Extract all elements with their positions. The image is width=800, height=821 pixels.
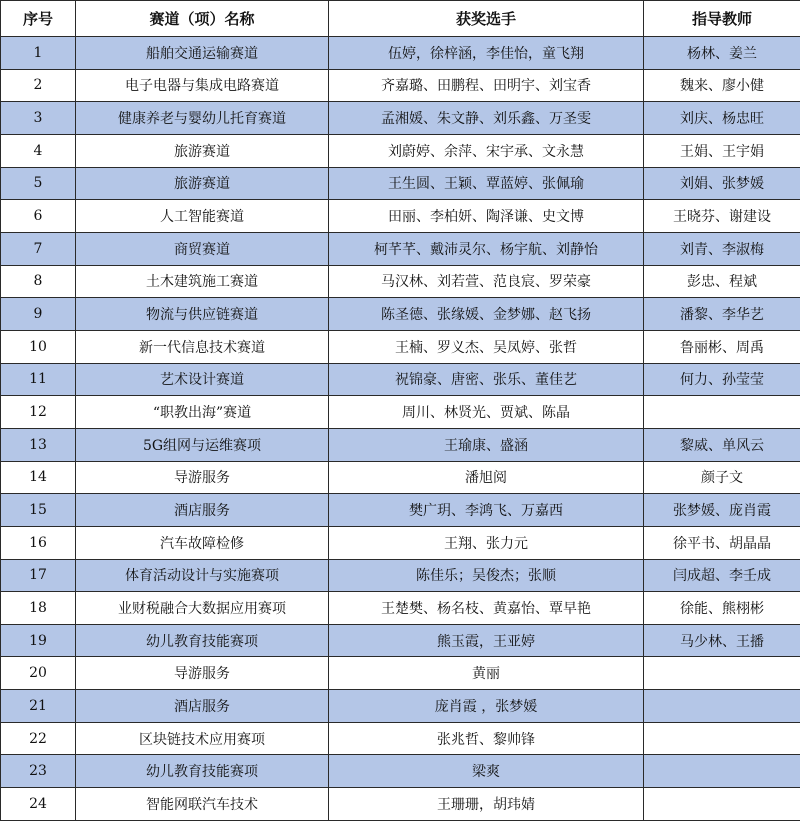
cell-serial-number: 10: [1, 330, 76, 363]
table-row: [1, 232, 800, 265]
table-row: [1, 526, 800, 559]
cell-winners: 周川、林贤光、贾斌、陈晶: [329, 396, 644, 429]
cell-track-name: 体育活动设计与实施赛项: [76, 559, 329, 592]
cell-serial-number: 19: [1, 624, 76, 657]
header-serial-number: 序号: [1, 1, 76, 37]
cell-serial-number: 21: [1, 690, 76, 723]
table-row: [1, 690, 800, 723]
table-row: [1, 102, 800, 135]
cell-serial-number: 12: [1, 396, 76, 429]
cell-track-name: 商贸赛道: [76, 232, 329, 265]
cell-track-name: 旅游赛道: [76, 134, 329, 167]
cell-instructors: [644, 788, 800, 821]
cell-track-name: 新一代信息技术赛道: [76, 330, 329, 363]
cell-instructors: 刘娟、张梦媛: [644, 167, 800, 200]
cell-instructors: 闫成超、李壬成: [644, 559, 800, 592]
cell-serial-number: 5: [1, 167, 76, 200]
cell-track-name: 导游服务: [76, 461, 329, 494]
cell-instructors: 张梦媛、庞肖霞: [644, 494, 800, 527]
cell-track-name: 电子电器与集成电路赛道: [76, 69, 329, 102]
table-body: [1, 37, 800, 821]
cell-instructors: 马少林、王播: [644, 624, 800, 657]
cell-winners: 王翔、张力元: [329, 526, 644, 559]
table-row: [1, 755, 800, 788]
cell-instructors: 徐能、熊栩彬: [644, 592, 800, 625]
cell-instructors: 刘青、李淑梅: [644, 232, 800, 265]
table-row: [1, 37, 800, 70]
cell-instructors: 杨林、姜兰: [644, 37, 800, 70]
cell-track-name: 5G组网与运维赛项: [76, 428, 329, 461]
cell-instructors: 鲁丽彬、周禹: [644, 330, 800, 363]
cell-track-name: 业财税融合大数据应用赛项: [76, 592, 329, 625]
table-row: [1, 624, 800, 657]
table-row: [1, 788, 800, 821]
cell-instructors: 颜子文: [644, 461, 800, 494]
cell-instructors: 徐平书、胡晶晶: [644, 526, 800, 559]
cell-track-name: 酒店服务: [76, 494, 329, 527]
cell-serial-number: 13: [1, 428, 76, 461]
table-row: [1, 265, 800, 298]
cell-serial-number: 7: [1, 232, 76, 265]
cell-instructors: [644, 657, 800, 690]
cell-serial-number: 8: [1, 265, 76, 298]
cell-winners: 刘蔚婷、余萍、宋宇承、文永慧: [329, 134, 644, 167]
cell-track-name: 区块链技术应用赛项: [76, 722, 329, 755]
cell-track-name: 汽车故障检修: [76, 526, 329, 559]
cell-serial-number: 22: [1, 722, 76, 755]
cell-serial-number: 4: [1, 134, 76, 167]
cell-serial-number: 17: [1, 559, 76, 592]
cell-winners: 王楠、罗义杰、吴凤婷、张哲: [329, 330, 644, 363]
cell-instructors: 黎威、单风云: [644, 428, 800, 461]
cell-winners: 王瑜康、盛涵: [329, 428, 644, 461]
cell-winners: 祝锦豪、唐密、张乐、董佳艺: [329, 363, 644, 396]
table-row: [1, 134, 800, 167]
table-row: [1, 461, 800, 494]
cell-track-name: “职教出海”赛道: [76, 396, 329, 429]
cell-winners: 樊广玥、李鸿飞、万嘉西: [329, 494, 644, 527]
cell-winners: 王生圆、王颖、覃蓝婷、张佩瑜: [329, 167, 644, 200]
header-track-name: 赛道（项）名称: [76, 1, 329, 37]
cell-winners: 熊玉霞，王亚婷: [329, 624, 644, 657]
header-winners: 获奖选手: [329, 1, 644, 37]
cell-track-name: 导游服务: [76, 657, 329, 690]
cell-instructors: 刘庆、杨忠旺: [644, 102, 800, 135]
cell-serial-number: 20: [1, 657, 76, 690]
cell-winners: 王珊珊，胡玮婧: [329, 788, 644, 821]
table-row: [1, 559, 800, 592]
cell-track-name: 幼儿教育技能赛项: [76, 624, 329, 657]
cell-instructors: [644, 690, 800, 723]
cell-winners: 田丽、李柏妍、陶泽谦、史文博: [329, 200, 644, 233]
table-row: [1, 167, 800, 200]
cell-serial-number: 9: [1, 298, 76, 331]
cell-winners: 孟湘媛、朱文静、刘乐鑫、万圣雯: [329, 102, 644, 135]
table-row: [1, 200, 800, 233]
cell-track-name: 酒店服务: [76, 690, 329, 723]
cell-winners: 潘旭阅: [329, 461, 644, 494]
cell-winners: 马汉林、刘若萱、范良宸、罗荣豪: [329, 265, 644, 298]
table-row: [1, 592, 800, 625]
cell-track-name: 物流与供应链赛道: [76, 298, 329, 331]
cell-winners: 张兆哲、黎帅锋: [329, 722, 644, 755]
cell-winners: 黄丽: [329, 657, 644, 690]
cell-instructors: 王娟、王宇娟: [644, 134, 800, 167]
cell-track-name: 幼儿教育技能赛项: [76, 755, 329, 788]
cell-instructors: [644, 396, 800, 429]
table-row: [1, 330, 800, 363]
table-row: [1, 298, 800, 331]
table-row: [1, 69, 800, 102]
cell-serial-number: 3: [1, 102, 76, 135]
cell-serial-number: 23: [1, 755, 76, 788]
cell-track-name: 智能网联汽车技术: [76, 788, 329, 821]
cell-serial-number: 1: [1, 37, 76, 70]
cell-instructors: 潘黎、李华艺: [644, 298, 800, 331]
cell-winners: 陈佳乐；吴俊杰；张顺: [329, 559, 644, 592]
cell-winners: 梁爽: [329, 755, 644, 788]
cell-track-name: 健康养老与婴幼儿托育赛道: [76, 102, 329, 135]
table-row: [1, 428, 800, 461]
cell-winners: 陈圣德、张缘媛、金梦娜、赵飞扬: [329, 298, 644, 331]
table-row: [1, 494, 800, 527]
cell-instructors: 魏来、廖小健: [644, 69, 800, 102]
cell-instructors: [644, 722, 800, 755]
cell-winners: 柯芊芊、戴沛灵尔、杨宇航、刘静怡: [329, 232, 644, 265]
table-row: [1, 363, 800, 396]
cell-winners: 庞肖霞 ，张梦媛: [329, 690, 644, 723]
cell-instructors: [644, 755, 800, 788]
cell-serial-number: 16: [1, 526, 76, 559]
cell-track-name: 船舶交通运输赛道: [76, 37, 329, 70]
cell-serial-number: 2: [1, 69, 76, 102]
header-row: [1, 1, 800, 37]
cell-instructors: 王晓芬、谢建设: [644, 200, 800, 233]
cell-serial-number: 18: [1, 592, 76, 625]
header-instructors: 指导教师: [644, 1, 800, 37]
cell-serial-number: 24: [1, 788, 76, 821]
cell-instructors: 何力、孙莹莹: [644, 363, 800, 396]
cell-instructors: 彭忠、程斌: [644, 265, 800, 298]
cell-serial-number: 6: [1, 200, 76, 233]
cell-track-name: 土木建筑施工赛道: [76, 265, 329, 298]
cell-track-name: 人工智能赛道: [76, 200, 329, 233]
cell-track-name: 艺术设计赛道: [76, 363, 329, 396]
table-row: [1, 722, 800, 755]
cell-track-name: 旅游赛道: [76, 167, 329, 200]
cell-winners: 齐嘉璐、田鹏程、田明宇、刘宝香: [329, 69, 644, 102]
table-row: [1, 396, 800, 429]
cell-serial-number: 11: [1, 363, 76, 396]
cell-serial-number: 15: [1, 494, 76, 527]
cell-winners: 王楚樊、杨名枝、黄嘉怡、覃早艳: [329, 592, 644, 625]
cell-serial-number: 14: [1, 461, 76, 494]
table-row: [1, 657, 800, 690]
cell-winners: 伍婷，徐梓涵，李佳怡，童飞翔: [329, 37, 644, 70]
